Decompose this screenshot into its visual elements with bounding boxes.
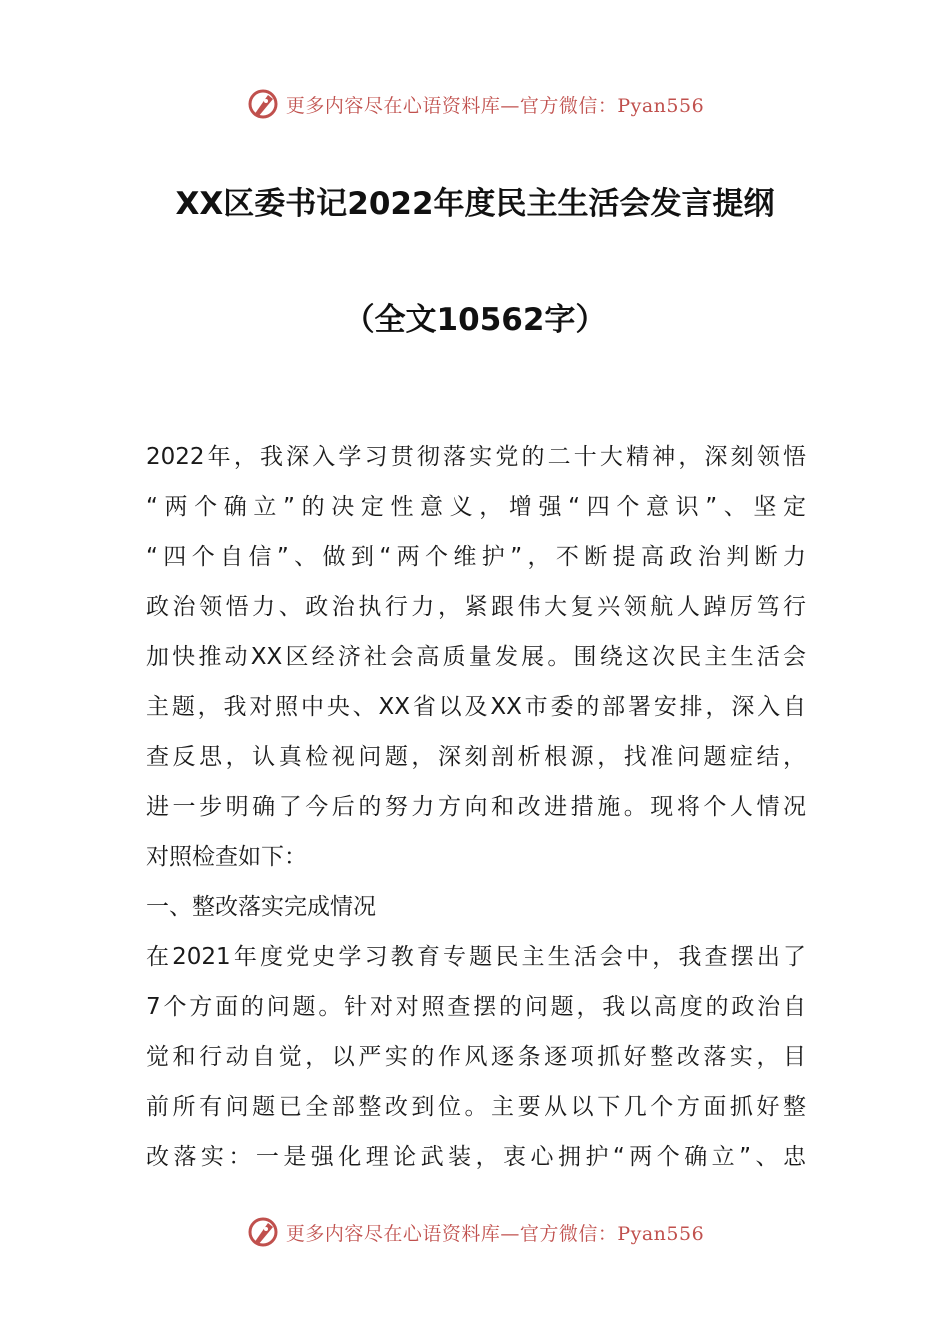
body-line: 2022年，我深入学习贯彻落实党的二十大精神，深刻领悟 xyxy=(146,444,806,470)
watermark-text: 更多内容尽在心语资料库—官方微信：Pyan556 xyxy=(285,1222,705,1245)
pen-nib-logo-icon xyxy=(246,1215,280,1249)
body-line: “两个确立”的决定性意义，增强“四个意识”、坚定 xyxy=(146,494,806,520)
body-line: 加快推动XX区经济社会高质量发展。围绕这次民主生活会 xyxy=(146,644,806,670)
watermark-banner-top xyxy=(0,84,950,124)
body-line: 一、整改落实完成情况 xyxy=(146,894,376,920)
pen-nib-logo-icon xyxy=(246,87,280,121)
watermark-banner-bottom xyxy=(0,1212,950,1252)
body-line: 觉和行动自觉，以严实的作风逐条逐项抓好整改落实，目 xyxy=(146,1044,806,1070)
document-body xyxy=(146,432,806,1182)
body-line: 7个方面的问题。针对对照查摆的问题，我以高度的政治自 xyxy=(146,994,806,1020)
body-line: 对照检查如下： xyxy=(146,844,307,870)
document-subtitle: （全文10562字） xyxy=(343,302,607,338)
body-line: 政治领悟力、政治执行力，紧跟伟大复兴领航人踔厉笃行 xyxy=(146,594,806,620)
body-line: 进一步明确了今后的努力方向和改进措施。现将个人情况 xyxy=(146,794,806,820)
body-line: 主题，我对照中央、XX省以及XX市委的部署安排，深入自 xyxy=(146,694,806,720)
watermark-text: 更多内容尽在心语资料库—官方微信：Pyan556 xyxy=(285,94,705,117)
document-title: XX区委书记2022年度民主生活会发言提纲 xyxy=(175,186,775,222)
body-line: 查反思，认真检视问题，深刻剖析根源，找准问题症结， xyxy=(146,744,806,770)
body-line: 前所有问题已全部整改到位。主要从以下几个方面抓好整 xyxy=(146,1094,806,1120)
body-line: 在2021年度党史学习教育专题民主生活会中，我查摆出了 xyxy=(146,944,806,970)
body-line: “四个自信”、做到“两个维护”，不断提高政治判断力 xyxy=(146,544,806,570)
body-line: 改落实：一是强化理论武装，衷心拥护“两个确立”、忠 xyxy=(146,1144,806,1170)
